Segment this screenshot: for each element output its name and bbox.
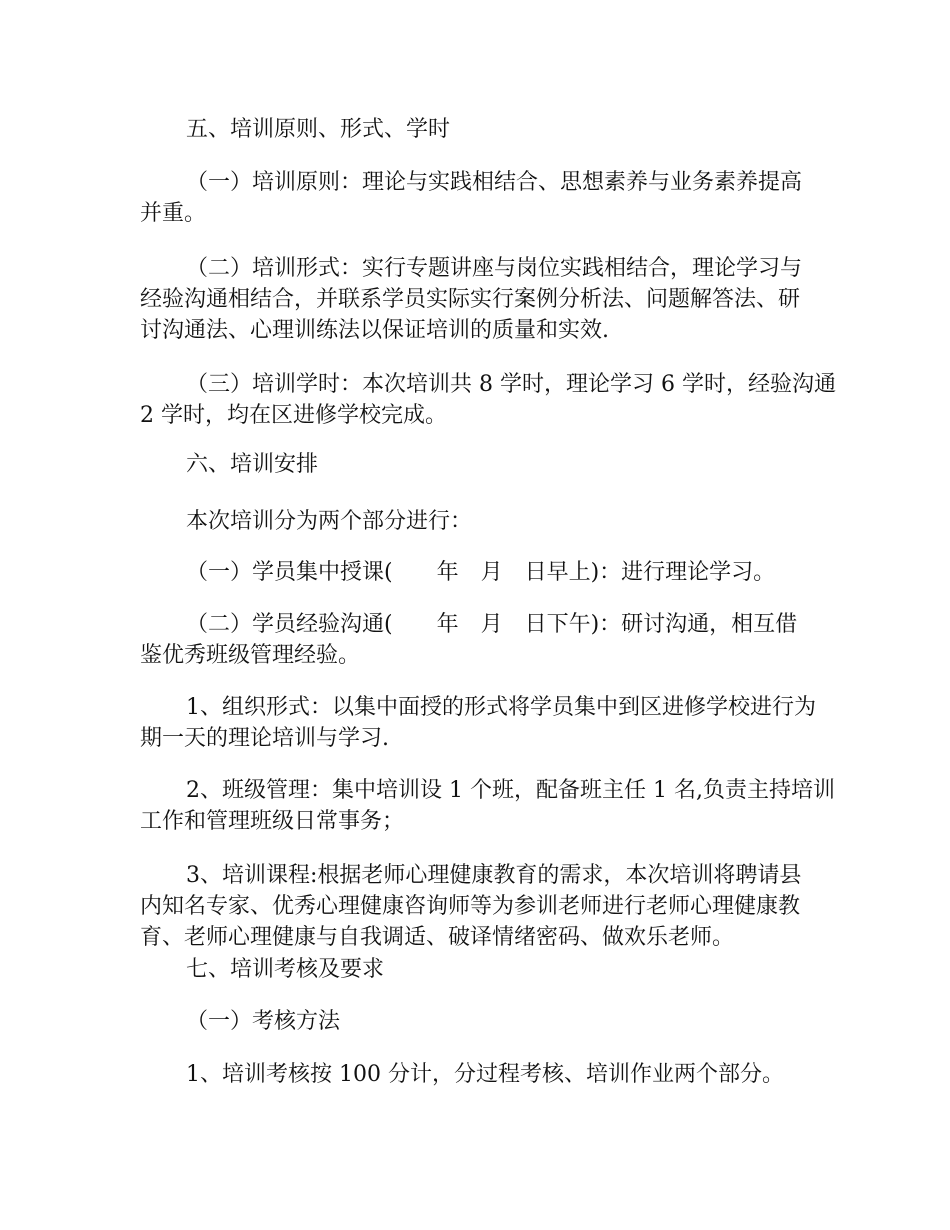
paragraph-centralized-lecture: （一）学员集中授课( 年 月 日早上)：进行理论学习。 <box>186 560 776 585</box>
paragraph-training-principle: （一）培训原则：理论与实践相结合、思想素养与业务素养提高 并重。 <box>140 170 803 226</box>
list-item-assessment-score: 1、培训考核按 100 分计，分过程考核、培训作业两个部分。 <box>186 1062 784 1087</box>
paragraph-arrangement-intro: 本次培训分为两个部分进行： <box>186 509 473 534</box>
subheading-assessment-method: （一）考核方法 <box>186 1009 341 1034</box>
list-item-class-management: 2、班级管理：集中培训设 1 个班，配备班主任 1 名,负责主持培训 工作和管理班级日常事务； <box>140 778 835 834</box>
paragraph-training-hours: （三）培训学时：本次培训共 8 学时，理论学习 6 学时，经验沟通 2 学时，均在区进修学校完成。 <box>140 372 836 428</box>
list-item-organization-form: 1、组织形式：以集中面授的形式将学员集中到区进修学校进行为 期一天的理论培训与学习. <box>140 695 816 751</box>
list-item-training-courses: 3、培训课程:根据老师心理健康教育的需求，本次培训将聘请县 内知名专家、优秀心理健康咨询师等为参训老师进行老师心理健康教 育、老师心理健康与自我调适、破译情绪密码、做欢乐老师。 <box>140 863 802 950</box>
paragraph-training-form: （二）培训形式：实行专题讲座与岗位实践相结合，理论学习与 经验沟通相结合，并联系学员实际实行案例分析法、问题解答法、研 讨沟通法、心理训练法以保证培训的质量和实效. <box>140 256 803 343</box>
section-six-heading: 六、培训安排 <box>186 452 319 477</box>
paragraph-experience-exchange: （二）学员经验沟通( 年 月 日下午)：研讨沟通，相互借 鉴优秀班级管理经验。 <box>140 612 798 668</box>
section-five-heading: 五、培训原则、形式、学时 <box>186 117 451 142</box>
section-seven-heading: 七、培训考核及要求 <box>186 957 385 982</box>
